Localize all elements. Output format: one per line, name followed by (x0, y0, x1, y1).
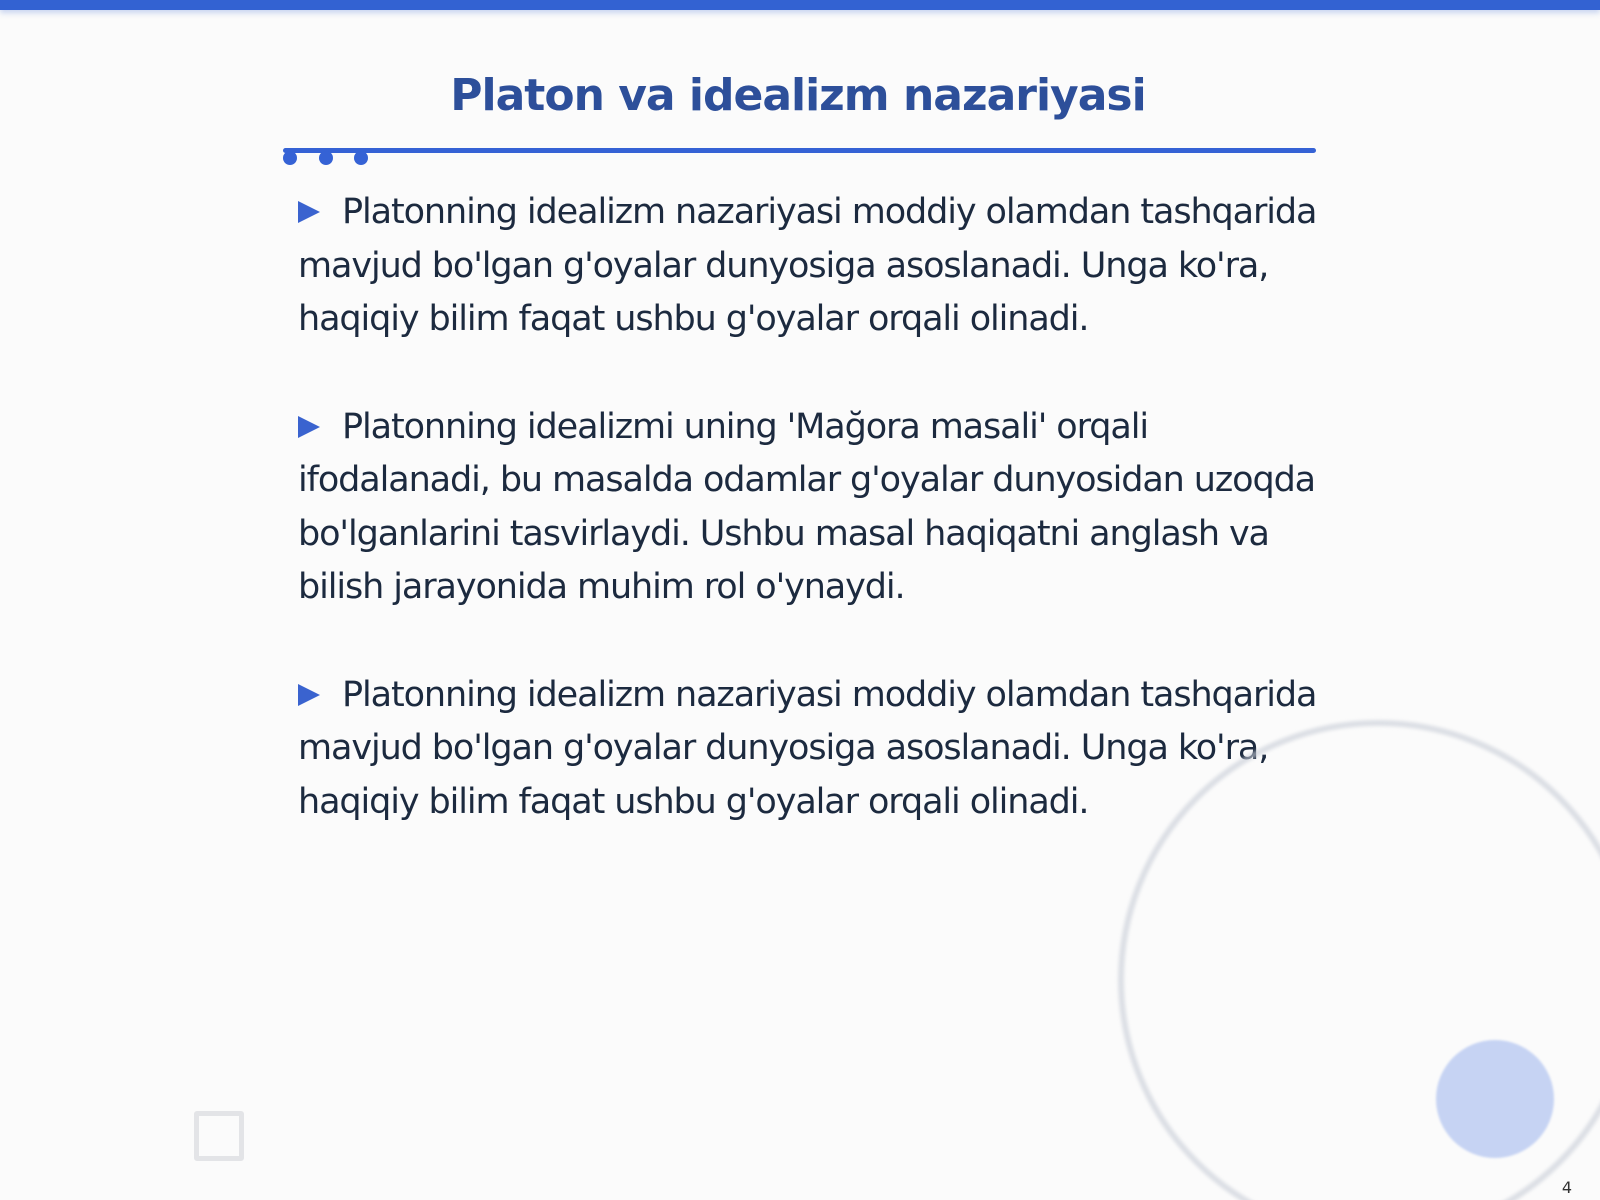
bullet-text: Platonning idealizmi uning 'Mağora masali' orqali ifodalanadi, bu masalda odamlar g'oyalar dunyosidan uzoqda bo'lganlarini tasvirlaydi. Ushbu masal haqiqatni anglash va bilish jarayonida muhim rol o'ynaydi. (298, 406, 1316, 607)
bullet-item (298, 401, 1318, 615)
slide-title: Platon va idealizm nazariyasi (450, 70, 1146, 121)
bullet-item (298, 186, 1318, 347)
underline-dot (283, 151, 297, 165)
triangle-right-icon (298, 416, 320, 438)
decorative-square (194, 1111, 244, 1161)
underline-dot (319, 151, 333, 165)
page-number: 4 (1561, 1178, 1572, 1197)
title-underline (283, 148, 1316, 153)
triangle-right-icon (298, 201, 320, 223)
bullet-item (298, 669, 1318, 830)
triangle-right-icon (298, 684, 320, 706)
bullet-text: Platonning idealizm nazariyasi moddiy olamdan tashqarida mavjud bo'lgan g'oyalar dunyosiga asoslanadi. Unga ko'ra, haqiqiy bilim faqat ushbu g'oyalar orqali olinadi. (298, 674, 1317, 822)
top-accent-bar (0, 0, 1600, 10)
underline-dot (354, 151, 368, 165)
bullet-list (298, 186, 1318, 883)
bullet-text: Platonning idealizm nazariyasi moddiy olamdan tashqarida mavjud bo'lgan g'oyalar dunyosiga asoslanadi. Unga ko'ra, haqiqiy bilim faqat ushbu g'oyalar orqali olinadi. (298, 192, 1317, 339)
decorative-circle (1436, 1040, 1554, 1158)
